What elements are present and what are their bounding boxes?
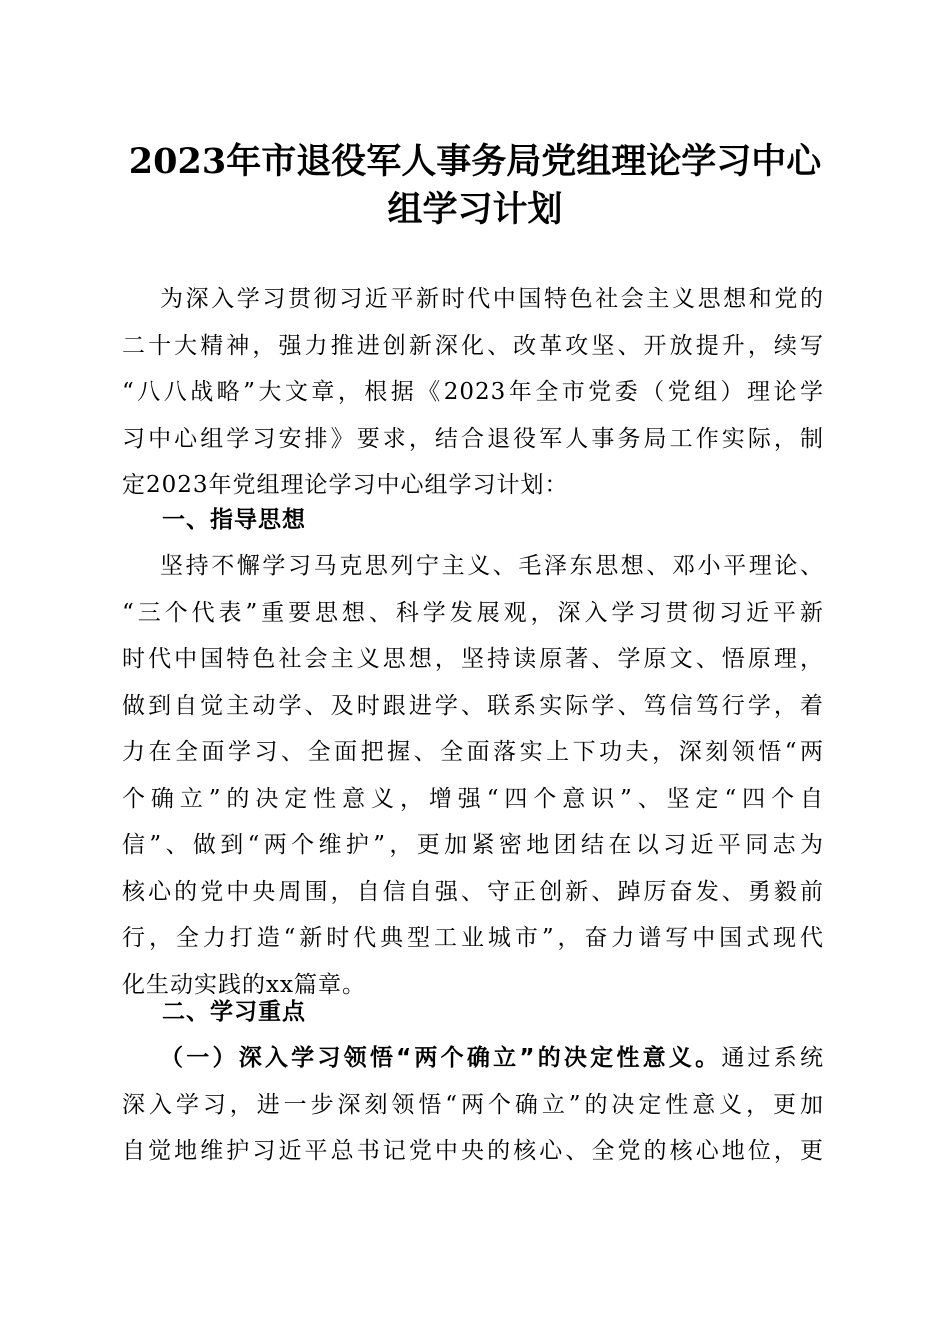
section1-line-5: 力在全面学习、全面把握、全面落实上下功夫，深刻领悟“两 [122,739,824,765]
section1-line-3: 时代中国特色社会主义思想，坚持读原著、学原文、悟原理， [122,646,824,672]
document-title-line-1: 2023年市退役军人事务局党组理论学习中心 [128,141,822,182]
section1-line-6: 个确立”的决定性意义，增强“四个意识”、坚定“四个自 [122,785,824,812]
intro-paragraph [122,276,824,509]
intro-line-3: “八八战略”大文章，根据《2023年全市党委（党组）理论学 [122,379,824,405]
intro-line-1: 为深入学习贯彻习近平新时代中国特色社会主义思想和党的 [160,286,824,312]
intro-line-5: 定2023年党组理论学习中心组学习计划： [122,472,569,498]
section1-line-4: 做到自觉主动学、及时跟进学、联系实际学、笃信笃行学，着 [122,692,824,719]
section1-line-7: 信”、做到“两个维护”，更加紧密地团结在以习近平同志为 [122,832,824,858]
section1-line-9: 行，全力打造“新时代典型工业城市”，奋力谱写中国式现代 [122,925,824,951]
section-heading-study-focus: 二、学习重点 [162,999,306,1025]
section2-line-3: 自觉地维护习近平总书记党中央的核心、全党的核心地位，更 [122,1138,824,1164]
section2-line-1-text: 通过系统 [721,1045,824,1071]
section1-line-10: 化生动实践的xx篇章。 [122,971,366,998]
section1-paragraph [122,543,824,1008]
section2-line-2: 深入学习，进一步深刻领悟“两个确立”的决定性意义，更加 [122,1091,824,1118]
section2-paragraph [122,1035,824,1175]
document-title-line-2: 组学习计划 [387,189,563,230]
section2-sub-heading: （一）深入学习领悟“两个确立”的决定性意义。 [160,1045,722,1071]
intro-line-4: 习中心组学习安排》要求，结合退役军人事务局工作实际，制 [122,425,824,452]
intro-line-2: 二十大精神，强力推进创新深化、改革攻坚、开放提升，续写 [122,332,824,359]
section1-line-8: 核心的党中央周围，自信自强、守正创新、踔厉奋发、勇毅前 [122,878,824,905]
section2-line-1 [122,1035,824,1082]
section1-line-2: “三个代表”重要思想、科学发展观，深入学习贯彻习近平新 [122,599,824,626]
section1-line-1: 坚持不懈学习马克思列宁主义、毛泽东思想、邓小平理论、 [160,553,824,579]
section-heading-guiding-ideology: 一、指导思想 [162,507,306,533]
